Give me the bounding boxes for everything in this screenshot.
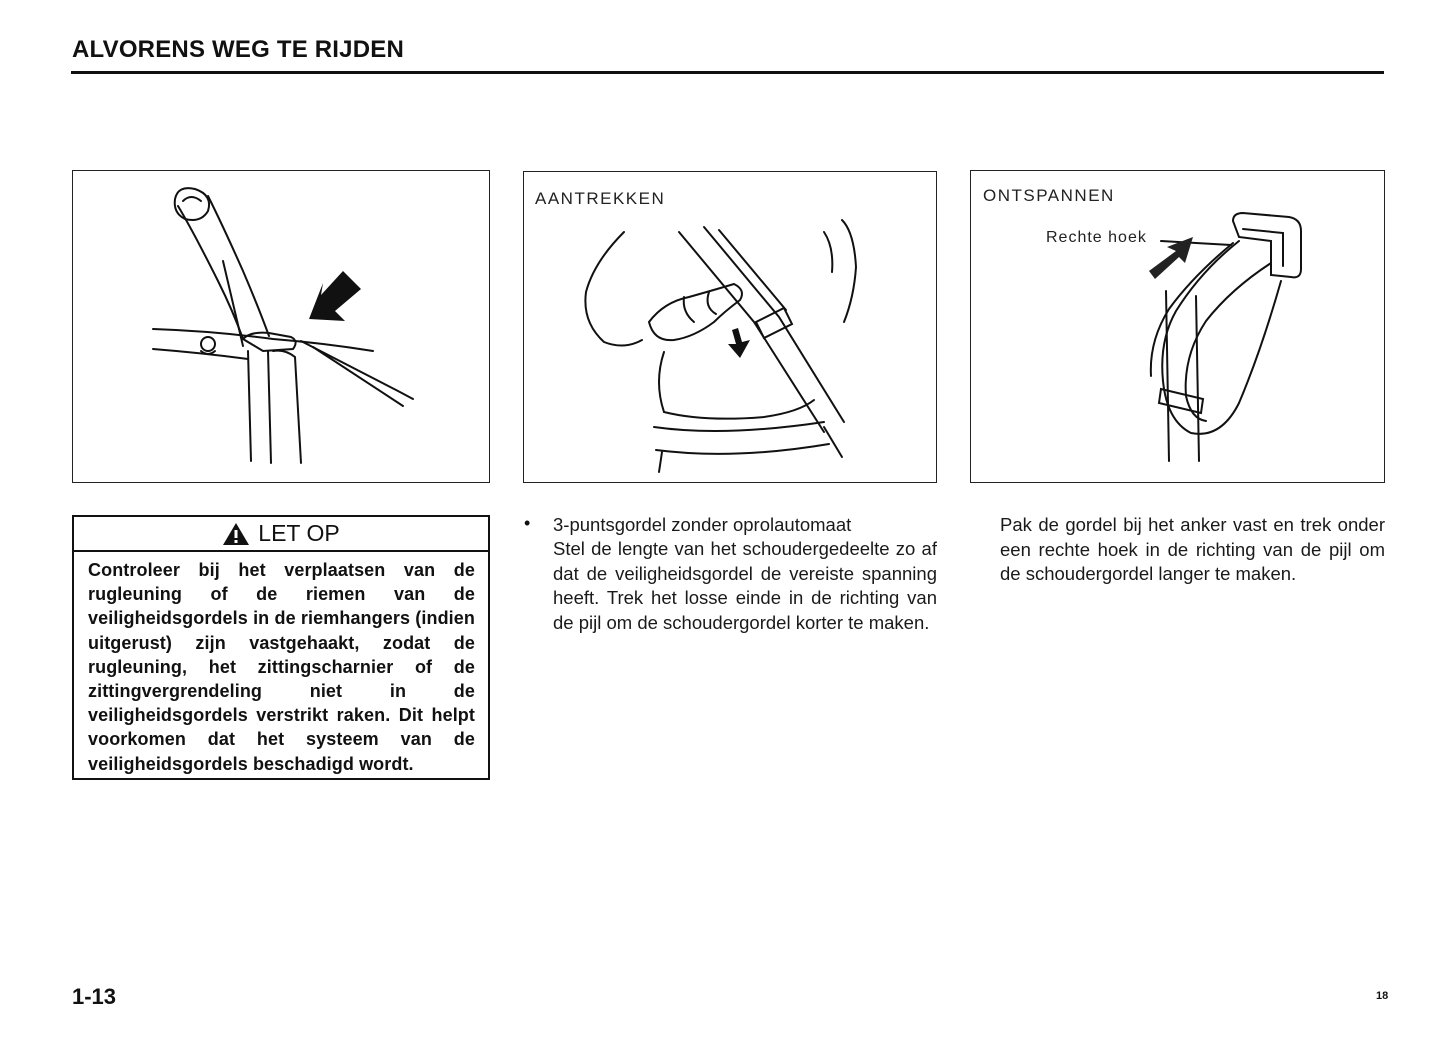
callout-right-angle: Rechte hoek (1046, 229, 1147, 246)
column3-text: Pak de gordel bij het anker vast en trek onder een rechte hoek in de richting van de pijl om de schoudergordel langer te maken. (1000, 514, 1385, 584)
figure-label-tighten: AANTREKKEN (535, 189, 666, 208)
page-number: 1-13 (72, 984, 117, 1009)
arrow-pointing-down-left-icon (309, 271, 361, 321)
warning-title: LET OP (258, 520, 340, 546)
warning-box (72, 515, 490, 780)
figure-tighten (523, 171, 937, 483)
bullet-marker: • (524, 513, 531, 533)
warning-triangle-icon (222, 522, 250, 546)
warning-text: Controleer bij het verplaatsen van de rugleuning of de riemen van de veiligheidsgordels in de riemhangers (indien uitgerust) zijn vastgehaakt, zodat de rugleuning, het zittingscharnier of de zittingvergrendeling niet in de veiligheidsgordels verstrikt raken. Dit helpt voorkomen dat het systeem van de veiligheidsgordels beschadigd wordt. (88, 560, 475, 774)
tighten-illustration (524, 172, 938, 484)
arrow-pointing-down-left-icon (1149, 237, 1193, 279)
loosen-illustration (971, 171, 1386, 484)
column2-text: Stel de lengte van het schoudergedeelte zo af dat de veiligheidsgordel de vereiste spanning heeft. Trek het losse einde in de richting van de pijl om de schoudergordel korter te maken. (553, 538, 937, 633)
belt-hanger-illustration (73, 171, 491, 484)
warning-header (74, 517, 488, 552)
figure-label-loosen: ONTSPANNEN (983, 186, 1115, 205)
figure-belt-hanger (72, 170, 490, 483)
page-title: ALVORENS WEG TE RIJDEN (72, 36, 404, 63)
column2-heading: 3-puntsgordel zonder oprolautomaat (553, 514, 852, 535)
header-rule (71, 71, 1384, 74)
sheet-number: 18 (1376, 990, 1389, 1002)
figure-loosen (970, 170, 1385, 483)
arrow-pointing-down-icon (728, 328, 750, 358)
